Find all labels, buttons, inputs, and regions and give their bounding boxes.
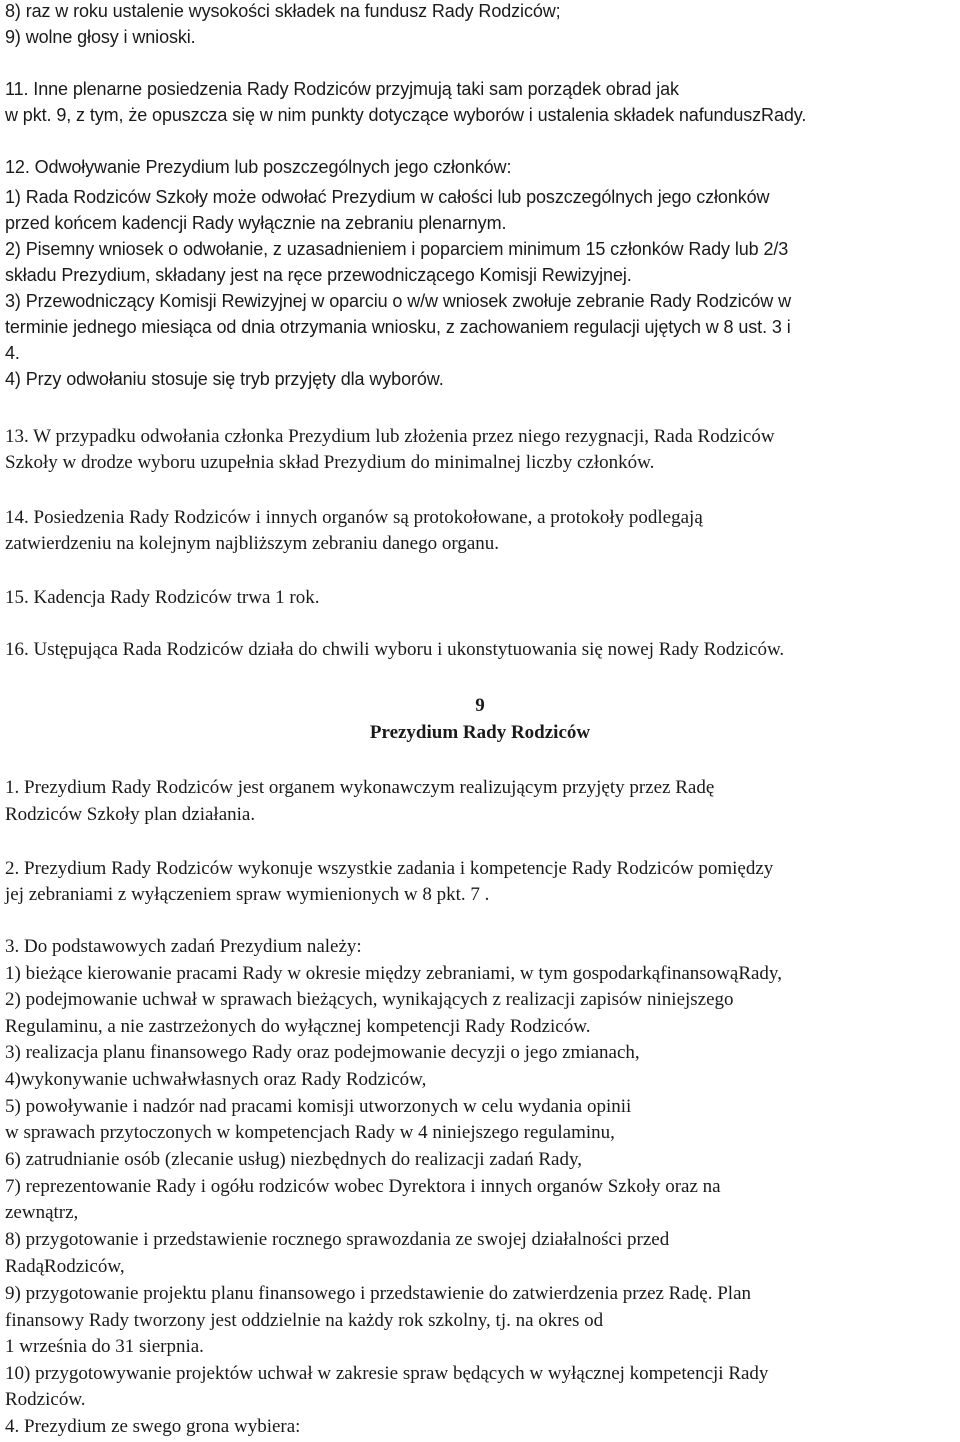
section-point-3-item-7-line-1: 7) reprezentowanie Rady i ogółu rodziców wobec Dyrektora i innych organów Szkoły oraz na (5, 1176, 721, 1197)
list-item-9: 9) wolne głosy i wnioski. (5, 27, 196, 47)
list-item-8: 8) raz w roku ustalenie wysokości składek na fundusz Rady Rodziców; (5, 1, 561, 21)
paragraph-12-line-6: 3) Przewodniczący Komisji Rewizyjnej w oparciu o w/w wniosek zwołuje zebranie Rady Rodziców w (5, 291, 792, 311)
paragraph-13-line-1: 13. W przypadku odwołania członka Prezydium lub złożenia przez niego rezygnacji, Rada Rodziców (5, 426, 775, 447)
section-number: 9 (475, 695, 485, 716)
paragraph-14-line-2: zatwierdzeniu na kolejnym najbliższym zebraniu danego organu. (5, 533, 499, 554)
section-point-3-item-4: 4)wykonywanie uchwałwłasnych oraz Rady Rodziców, (5, 1069, 427, 1090)
section-point-3-item-9-line-2: finansowy Rady tworzony jest oddzielnie na każdy rok szkolny, tj. na okres od (5, 1310, 604, 1331)
section-point-3-item-9-line-1: 9) przygotowanie projektu planu finansowego i przedstawienie do zatwierdzenia przez Radę. Plan (5, 1283, 752, 1304)
section-point-3-item-8-line-2: RadąRodziców, (5, 1256, 125, 1277)
paragraph-12-line-2: 1) Rada Rodziców Szkoły może odwołać Prezydium w całości lub poszczególnych jego członków (5, 187, 770, 207)
section-point-3-item-3: 3) realizacja planu finansowego Rady oraz podejmowanie decyzji o jego zmianach, (5, 1042, 640, 1063)
paragraph-11-line-2: w pkt. 9, z tym, że opuszcza się w nim punkty dotyczące wyborów i ustalenia składek nafunduszRady. (5, 105, 807, 125)
section-point-4-heading: 4. Prezydium ze swego grona wybiera: (5, 1416, 301, 1437)
section-point-1-line-1: 1. Prezydium Rady Rodziców jest organem wykonawczym realizującym przyjęty przez Radę (5, 777, 715, 798)
section-point-3-heading: 3. Do podstawowych zadań Prezydium należy: (5, 936, 362, 957)
section-point-3-item-5-line-1: 5) powoływanie i nadzór nad pracami komisji utworzonych w celu wydania opinii (5, 1096, 632, 1117)
paragraph-13-line-2: Szkoły w drodze wyboru uzupełnia skład Prezydium do minimalnej liczby członków. (5, 452, 655, 473)
section-point-3-item-10-line-2: Rodziców. (5, 1389, 86, 1410)
section-point-3-item-7-line-2: zewnątrz, (5, 1202, 79, 1223)
section-point-2-line-1: 2. Prezydium Rady Rodziców wykonuje wszystkie zadania i kompetencje Rady Rodziców pomiędzy (5, 858, 774, 879)
paragraph-12-line-5: składu Prezydium, składany jest na ręce przewodniczącego Komisji Rewizyjnej. (5, 265, 632, 285)
section-point-3-item-8-line-1: 8) przygotowanie i przedstawienie rocznego sprawozdania ze swojej działalności przed (5, 1229, 670, 1250)
section-title: Prezydium Rady Rodziców (369, 722, 591, 743)
section-point-3-item-1: 1) bieżące kierowanie pracami Rady w okresie między zebraniami, w tym gospodarkąfinansowąRady, (5, 963, 782, 984)
section-point-3-item-9-line-3: 1 września do 31 sierpnia. (5, 1336, 204, 1357)
paragraph-12-line-3: przed końcem kadencji Rady wyłącznie na zebraniu plenarnym. (5, 213, 507, 233)
section-point-3-item-2-line-2: Regulaminu, a nie zastrzeżonych do wyłącznej kompetencji Rady Rodziców. (5, 1016, 591, 1037)
section-point-3-item-2-line-1: 2) podejmowanie uchwał w sprawach bieżących, wynikających z realizacji zapisów niniejszego (5, 989, 734, 1010)
paragraph-15: 15. Kadencja Rady Rodziców trwa 1 rok. (5, 587, 320, 608)
section-point-1-line-2: Rodziców Szkoły plan działania. (5, 804, 256, 825)
section-point-3-item-10-line-1: 10) przygotowywanie projektów uchwał w zakresie spraw będących w wyłącznej kompetencji Rady (5, 1363, 769, 1384)
paragraph-12-line-4: 2) Pisemny wniosek o odwołanie, z uzasadnieniem i poparciem minimum 15 członków Rady lub 2/3 (5, 239, 789, 259)
paragraph-12-heading: 12. Odwoływanie Prezydium lub poszczególnych jego członków: (5, 157, 512, 177)
paragraph-12-line-9: 4) Przy odwołaniu stosuje się tryb przyjęty dla wyborów. (5, 369, 444, 389)
section-point-3-item-5-line-2: w sprawach przytoczonych w kompetencjach Rady w 4 niniejszego regulaminu, (5, 1122, 615, 1143)
paragraph-11-line-1: 11. Inne plenarne posiedzenia Rady Rodziców przyjmują taki sam porządek obrad jak (5, 79, 679, 99)
paragraph-12-line-7: terminie jednego miesiąca od dnia otrzymania wniosku, z zachowaniem regulacji ujętych w 8 ust. 3 i (5, 317, 791, 337)
section-point-3-item-6: 6) zatrudnianie osób (zlecanie usług) niezbędnych do realizacji zadań Rady, (5, 1149, 582, 1170)
paragraph-16: 16. Ustępująca Rada Rodziców działa do chwili wyboru i ukonstytuowania się nowej Rady Rodziców. (5, 639, 785, 660)
section-point-2-line-2: jej zebraniami z wyłączeniem spraw wymienionych w 8 pkt. 7 . (5, 884, 490, 905)
paragraph-14-line-1: 14. Posiedzenia Rady Rodziców i innych organów są protokołowane, a protokoły podlegają (5, 507, 703, 528)
paragraph-12-line-8: 4. (5, 343, 20, 363)
